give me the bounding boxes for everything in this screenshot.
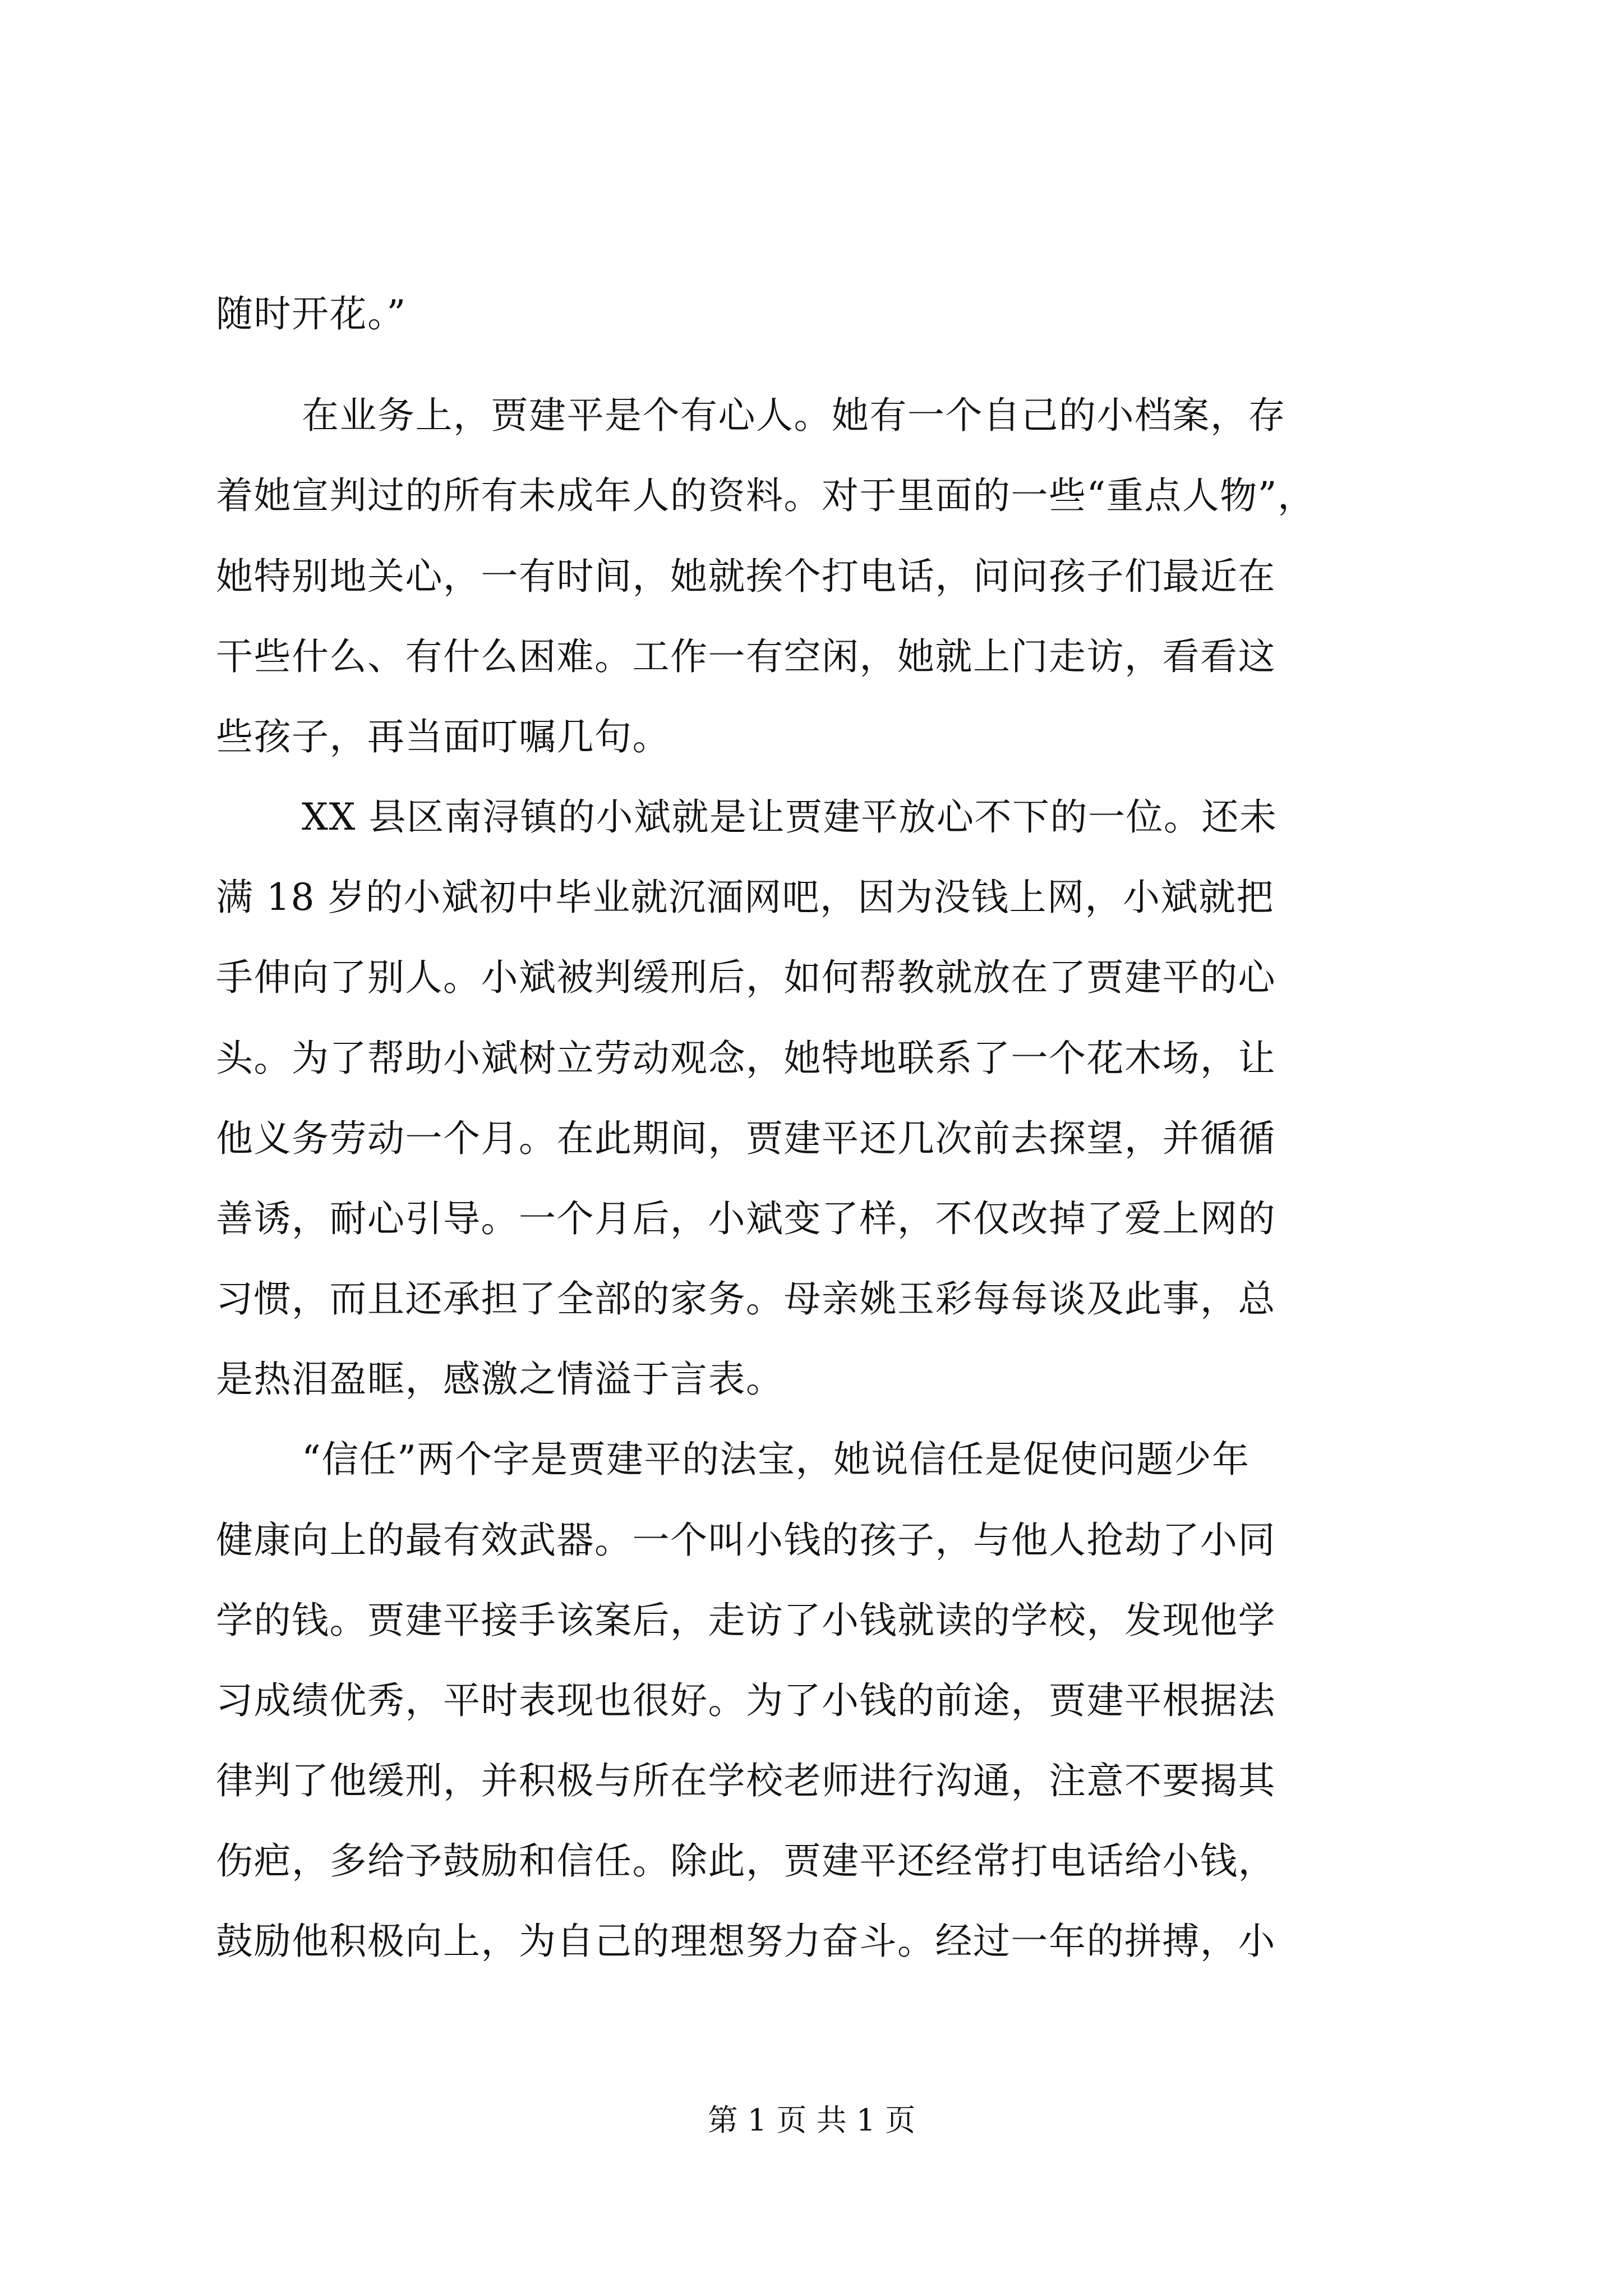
text-line: 健康向上的最有效武器。一个叫小钱的孩子，与他人抢劫了小同: [216, 1519, 1276, 1562]
text-line: 着她宣判过的所有未成年人的资料。对于里面的一些“重点人物”，: [216, 474, 1316, 517]
text-line: 伤疤，多给予鼓励和信任。除此，贾建平还经常打电话给小钱，: [216, 1839, 1276, 1883]
text-line: 习惯，而且还承担了全部的家务。母亲姚玉彩每每谈及此事，总: [216, 1277, 1276, 1320]
text-line: 他义务劳动一个月。在此期间，贾建平还几次前去探望，并循循: [216, 1117, 1276, 1160]
text-line: XX 县区南浔镇的小斌就是让贾建平放心不下的一位。还未: [302, 795, 1278, 839]
text-line: 是热泪盈眶，感激之情溢于言表。: [216, 1358, 784, 1401]
page-number-label: 第 1 页 共 1 页: [707, 2102, 916, 2138]
text-line: 鼓励他积极向上，为自己的理想努力奋斗。经过一年的拼搏，小: [216, 1920, 1276, 1963]
text-line: 律判了他缓刑，并积极与所在学校老师进行沟通，注意不要揭其: [216, 1759, 1276, 1802]
text-line: 些孩子，再当面叮嘱几句。: [216, 715, 670, 758]
text-line: 善诱，耐心引导。一个月后，小斌变了样，不仅改掉了爱上网的: [216, 1197, 1276, 1240]
text-line: 随时开花。”: [216, 292, 407, 335]
text-line: 头。为了帮助小斌树立劳动观念，她特地联系了一个花木场，让: [216, 1037, 1276, 1080]
text-line: 满 18 岁的小斌初中毕业就沉湎网吧，因为没钱上网，小斌就把: [216, 876, 1274, 919]
page-footer: [0, 2101, 1623, 2140]
text-line: 学的钱。贾建平接手该案后，走访了小钱就读的学校，发现他学: [216, 1599, 1276, 1642]
text-line: 手伸向了别人。小斌被判缓刑后，如何帮教就放在了贾建平的心: [216, 956, 1276, 999]
text-line: 她特别地关心，一有时间，她就挨个打电话，问问孩子们最近在: [216, 555, 1276, 598]
text-line: 在业务上，贾建平是个有心人。她有一个自己的小档案，存: [302, 394, 1286, 437]
text-line: 习成绩优秀，平时表现也很好。为了小钱的前途，贾建平根据法: [216, 1679, 1276, 1722]
text-line: “信任”两个字是贾建平的法宝，她说信任是促使问题少年: [302, 1438, 1250, 1481]
text-line: 干些什么、有什么困难。工作一有空闲，她就上门走访，看看这: [216, 635, 1276, 678]
